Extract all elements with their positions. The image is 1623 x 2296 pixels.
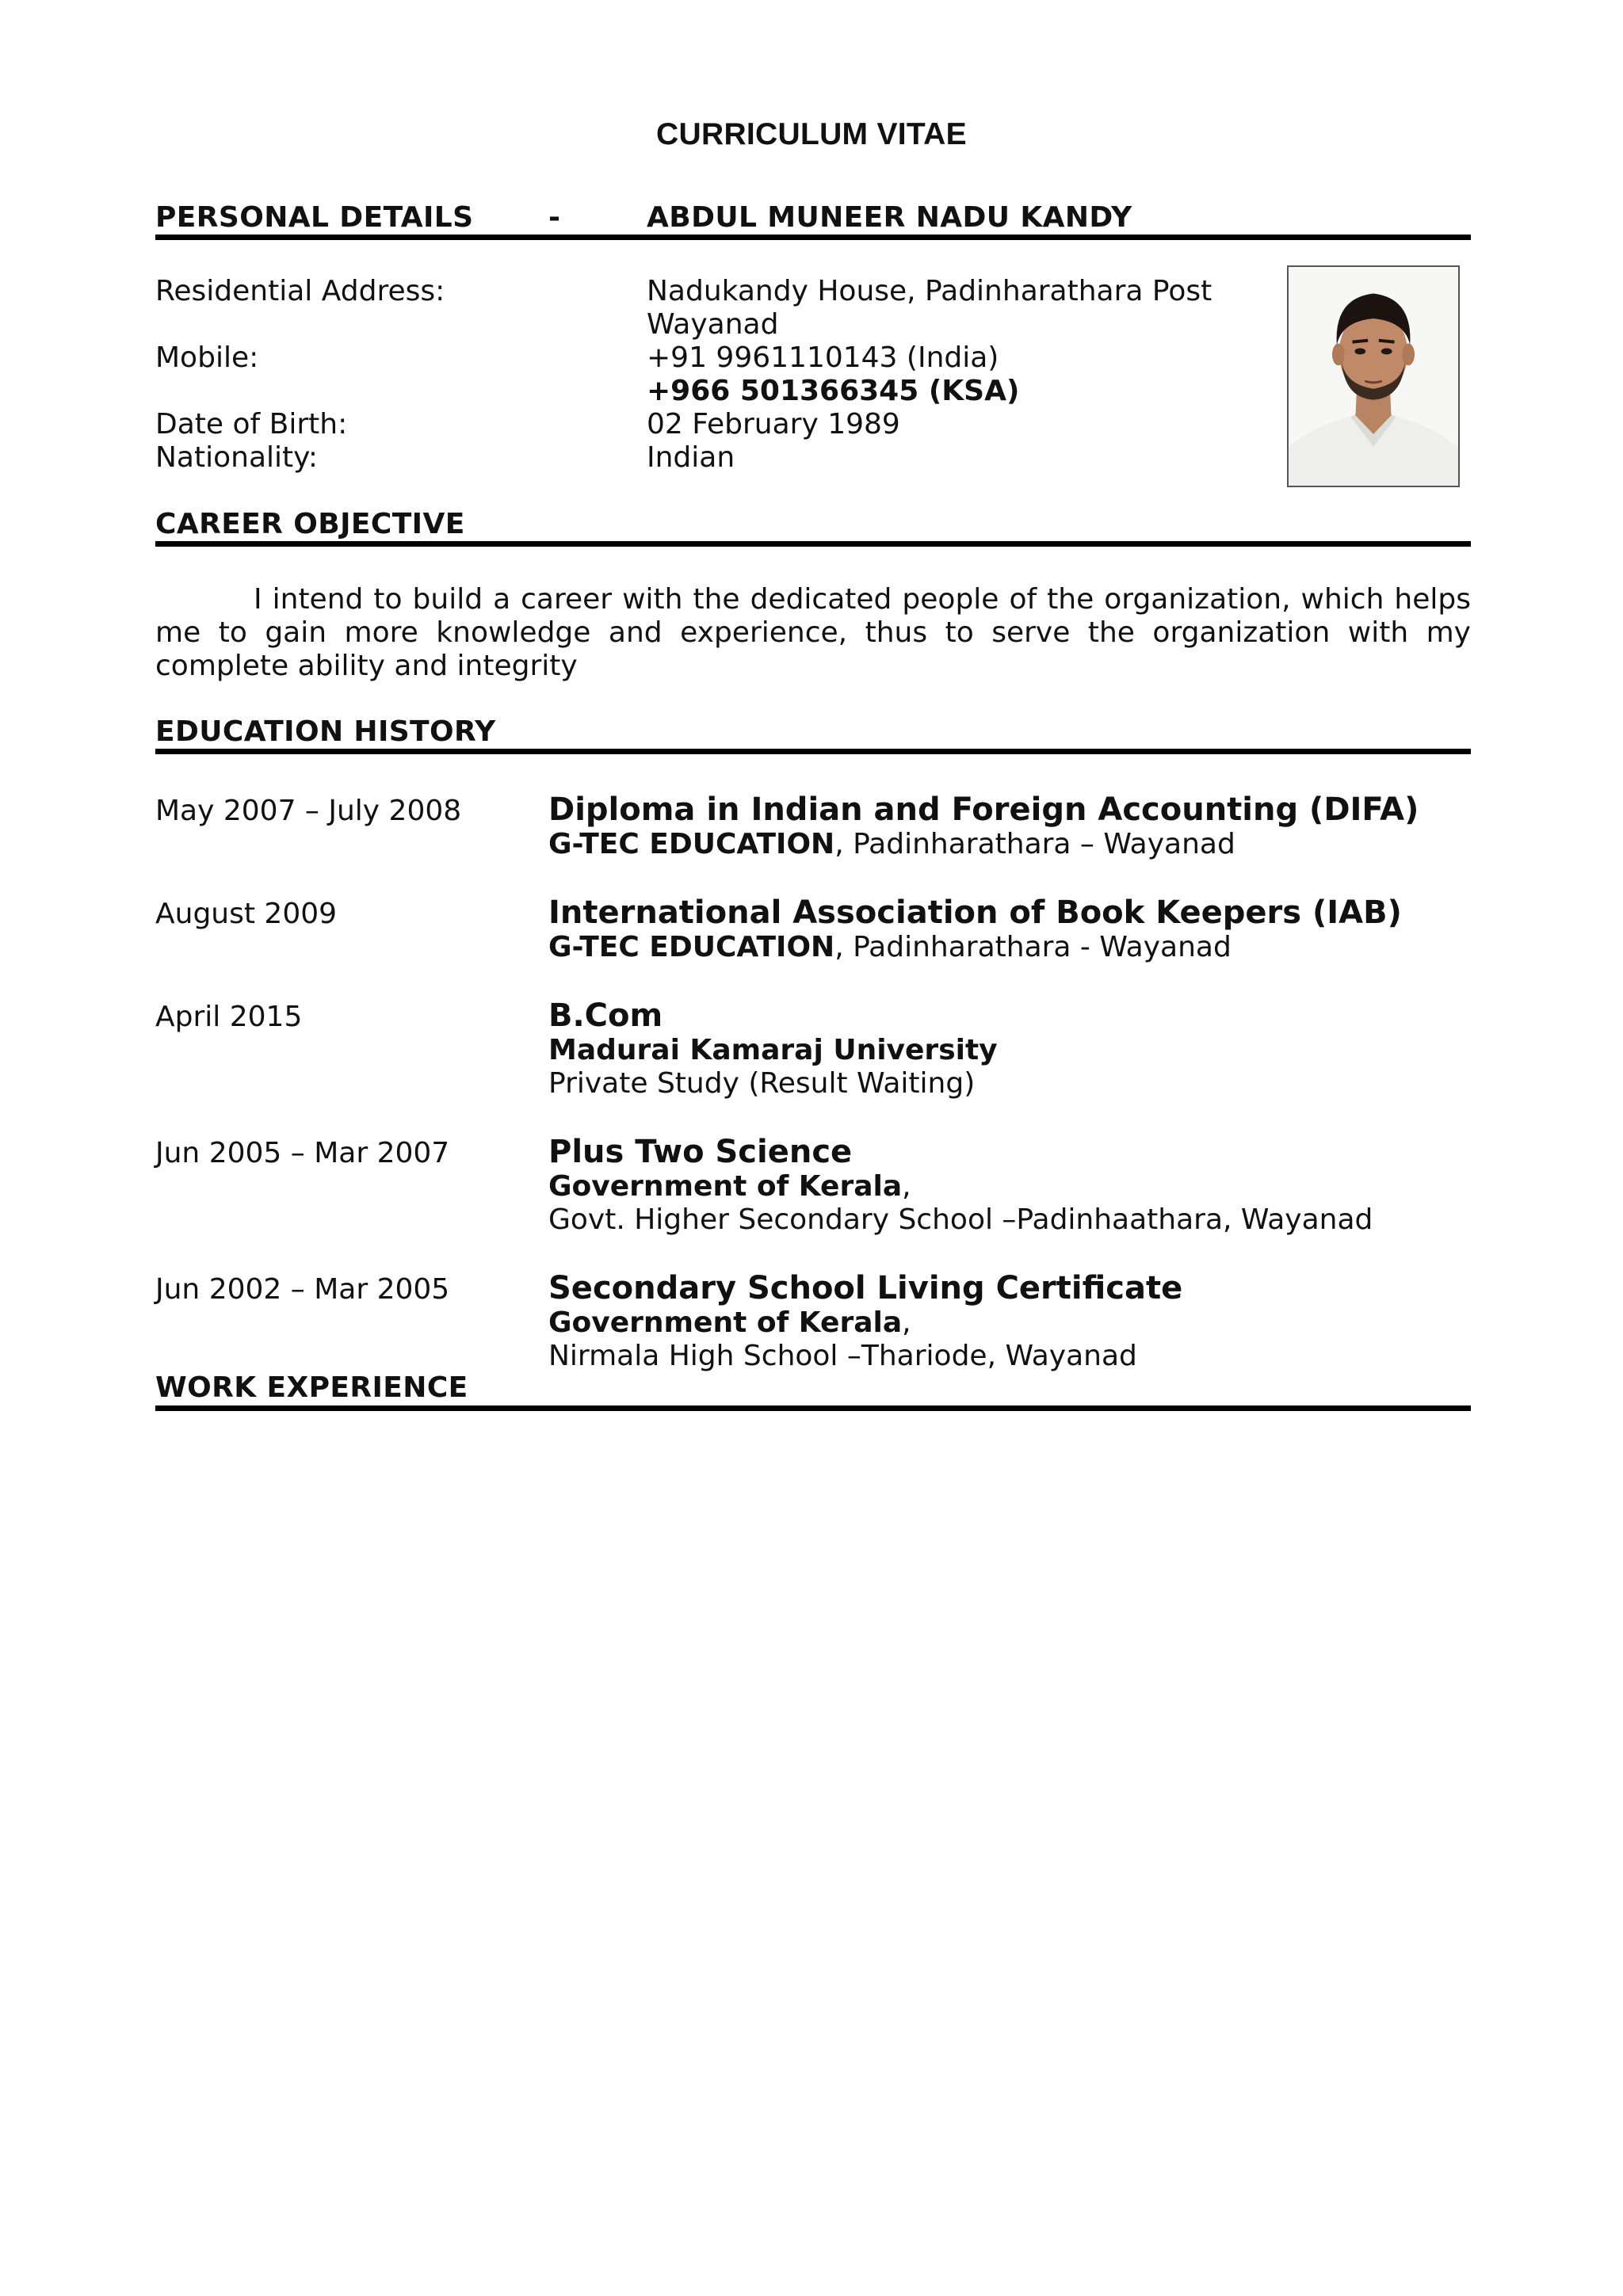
work-experience-heading: WORK EXPERIENCE: [155, 1371, 468, 1404]
education-comma: ,: [902, 1170, 911, 1203]
career-objective-heading: CAREER OBJECTIVE: [155, 508, 465, 540]
mobile-ksa: +966 501366345 (KSA): [647, 375, 1020, 407]
education-degree: Plus Two Science: [548, 1134, 853, 1170]
education-date: May 2007 – July 2008: [155, 795, 462, 827]
candidate-name: ABDUL MUNEER NADU KANDY: [647, 201, 1132, 234]
education-institution-line: [548, 931, 1232, 963]
education-location: , Padinharathara – Wayanad: [834, 828, 1235, 860]
education-degree: Secondary School Living Certificate: [548, 1270, 1183, 1306]
career-objective-rule: [155, 541, 1471, 547]
address-label: Residential Address:: [155, 275, 445, 307]
education-date: April 2015: [155, 1001, 303, 1033]
education-institution: Government of Kerala: [548, 1306, 903, 1339]
education-institution: G-TEC EDUCATION: [548, 828, 835, 860]
document-title: CURRICULUM VITAE: [656, 117, 967, 151]
education-history-rule: [155, 749, 1471, 754]
education-school: Govt. Higher Secondary School –Padinhaathara, Wayanad: [548, 1203, 1373, 1236]
dob-label: Date of Birth:: [155, 408, 348, 441]
education-institution-line: [548, 1306, 911, 1339]
education-date: August 2009: [155, 898, 338, 930]
education-school: Nirmala High School –Thariode, Wayanad: [548, 1340, 1137, 1372]
education-history-heading: EDUCATION HISTORY: [155, 715, 496, 748]
education-date: Jun 2002 – Mar 2005: [155, 1273, 450, 1306]
education-date: Jun 2005 – Mar 2007: [155, 1137, 450, 1169]
mobile-india: +91 9961110143 (India): [647, 341, 999, 374]
dob-value: 02 February 1989: [647, 408, 900, 441]
education-location: , Padinharathara - Wayanad: [834, 931, 1232, 963]
education-comma: ,: [902, 1306, 911, 1339]
education-institution: Government of Kerala: [548, 1170, 903, 1203]
work-experience-rule: [155, 1405, 1471, 1411]
education-institution-line: [548, 1034, 998, 1066]
education-degree: International Association of Book Keepers (IAB): [548, 894, 1402, 931]
career-objective-text: I intend to build a career with the dedicated people of the organization, which helps me to gain more knowledge and experience, thus to serve the organization with my complete ability and integrity: [155, 583, 1471, 682]
education-degree: Diploma in Indian and Foreign Accounting (DIFA): [548, 791, 1419, 828]
address-line-1: Nadukandy House, Padinharathara Post: [647, 275, 1212, 307]
education-institution: G-TEC EDUCATION: [548, 931, 835, 963]
nationality-label: Nationality:: [155, 441, 318, 474]
personal-details-heading: PERSONAL DETAILS: [155, 201, 474, 234]
education-note: Private Study (Result Waiting): [548, 1067, 976, 1100]
address-line-2: Wayanad: [647, 308, 779, 341]
education-institution-line: [548, 828, 1235, 860]
education-institution: Madurai Kamaraj University: [548, 1034, 998, 1066]
education-degree: B.Com: [548, 997, 663, 1034]
education-institution-line: [548, 1170, 911, 1203]
heading-dash: -: [548, 201, 561, 234]
profile-photo: [1287, 265, 1460, 487]
mobile-label: Mobile:: [155, 341, 259, 374]
nationality-value: Indian: [647, 441, 735, 474]
personal-details-rule: [155, 235, 1471, 240]
